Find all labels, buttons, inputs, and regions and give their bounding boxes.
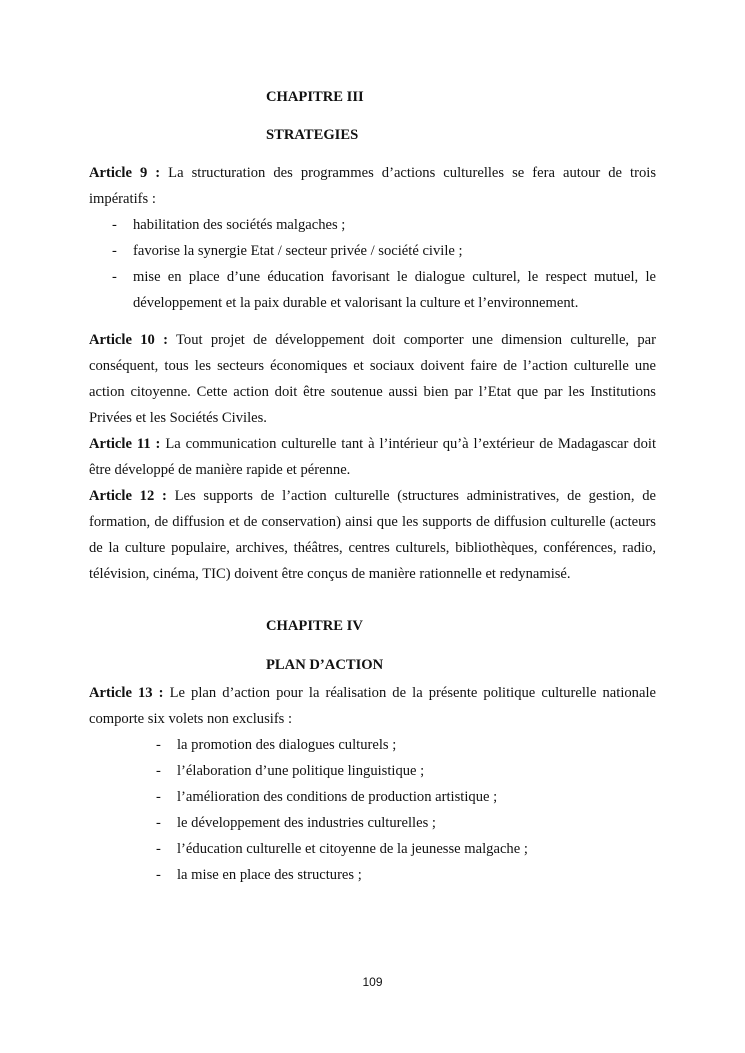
article-13-bullet-4: le développement des industries culturelles ; [177,815,436,831]
page-number: 109 [362,975,383,989]
article-9-bullet-3-line-1: mise en place d’une éducation favorisant le dialogue culturel, le respect mutuel, le [133,269,656,285]
article-13-line-1: Le plan d’action pour la réalisation de la présente politique culturelle nationale [169,685,656,701]
article-13-bullet-3: l’amélioration des conditions de production artistique ; [177,789,498,805]
article-13 [89,680,656,732]
chapter-4-title: CHAPITRE IV [266,618,363,634]
article-9-text-2: impératifs : [89,191,156,207]
article-12-line-3: de la culture populaire, archives, théâtres, centres culturels, bibliothèques, conférences, radio, [89,540,656,556]
article-12-label: Article 12 : [89,488,167,504]
bullet-dash: - [112,243,117,259]
bullet-dash: - [156,815,161,831]
article-13-line-2: comporte six volets non exclusifs : [89,711,293,727]
article-9-label: Article 9 : [89,165,161,181]
bullet-dash: - [156,867,161,883]
article-13-bullet-2: l’élaboration d’une politique linguistique ; [177,763,425,779]
article-10-line-1: Tout projet de développement doit comporter une dimension culturelle, par [176,332,656,348]
bullet-dash: - [112,269,117,285]
article-11-line-2: être développé de manière rapide et pérenne. [89,462,351,478]
article-12 [89,483,656,587]
article-10-line-3: action citoyenne. Cette action doit être soutenue aussi bien par l’Etat que par les Institutions [89,384,656,400]
article-13-bullet-1: la promotion des dialogues culturels ; [177,737,397,753]
article-11-label: Article 11 : [89,436,161,452]
article-10-line-2: conséquent, tous les secteurs économiques et sociaux doivent faire de l’action culturelle une [89,358,656,374]
chapter-3-subtitle: STRATEGIES [266,127,359,143]
bullet-dash: - [156,737,161,753]
article-12-line-4: télévision, cinéma, TIC) doivent être conçus de manière rationnelle et redynamisé. [89,566,571,582]
article-13-bullet-6: la mise en place des structures ; [177,867,362,883]
chapter-4-subtitle: PLAN D’ACTION [266,657,384,673]
article-11-line-1: La communication culturelle tant à l’intérieur qu’à l’extérieur de Madagascar doit [165,436,656,452]
article-9-bullet-3-line-2: développement et la paix durable et valorisant la culture et l’environnement. [133,295,579,311]
article-9-text-1: La structuration des programmes d’actions culturelles se fera autour de trois [168,165,656,181]
article-9-bullet-3 [133,264,656,316]
chapter-3-title: CHAPITRE III [266,89,364,105]
article-12-line-1: Les supports de l’action culturelle (structures administratives, de gestion, de [174,488,656,504]
article-12-line-2: formation, de diffusion et de conservation) ainsi que les supports de diffusion culturelle (acteurs [89,514,656,530]
bullet-dash: - [156,789,161,805]
article-10 [89,327,656,431]
article-10-line-4: Privées et les Sociétés Civiles. [89,410,267,426]
article-10-label: Article 10 : [89,332,168,348]
article-13-bullet-5: l’éducation culturelle et citoyenne de la jeunesse malgache ; [177,841,528,857]
article-9-bullet-1: habilitation des sociétés malgaches ; [133,217,346,233]
article-11 [89,431,656,483]
article-13-label: Article 13 : [89,685,164,701]
article-9 [89,160,656,212]
bullet-dash: - [156,841,161,857]
bullet-dash: - [112,217,117,233]
article-9-bullet-2: favorise la synergie Etat / secteur privée / société civile ; [133,243,463,259]
bullet-dash: - [156,763,161,779]
